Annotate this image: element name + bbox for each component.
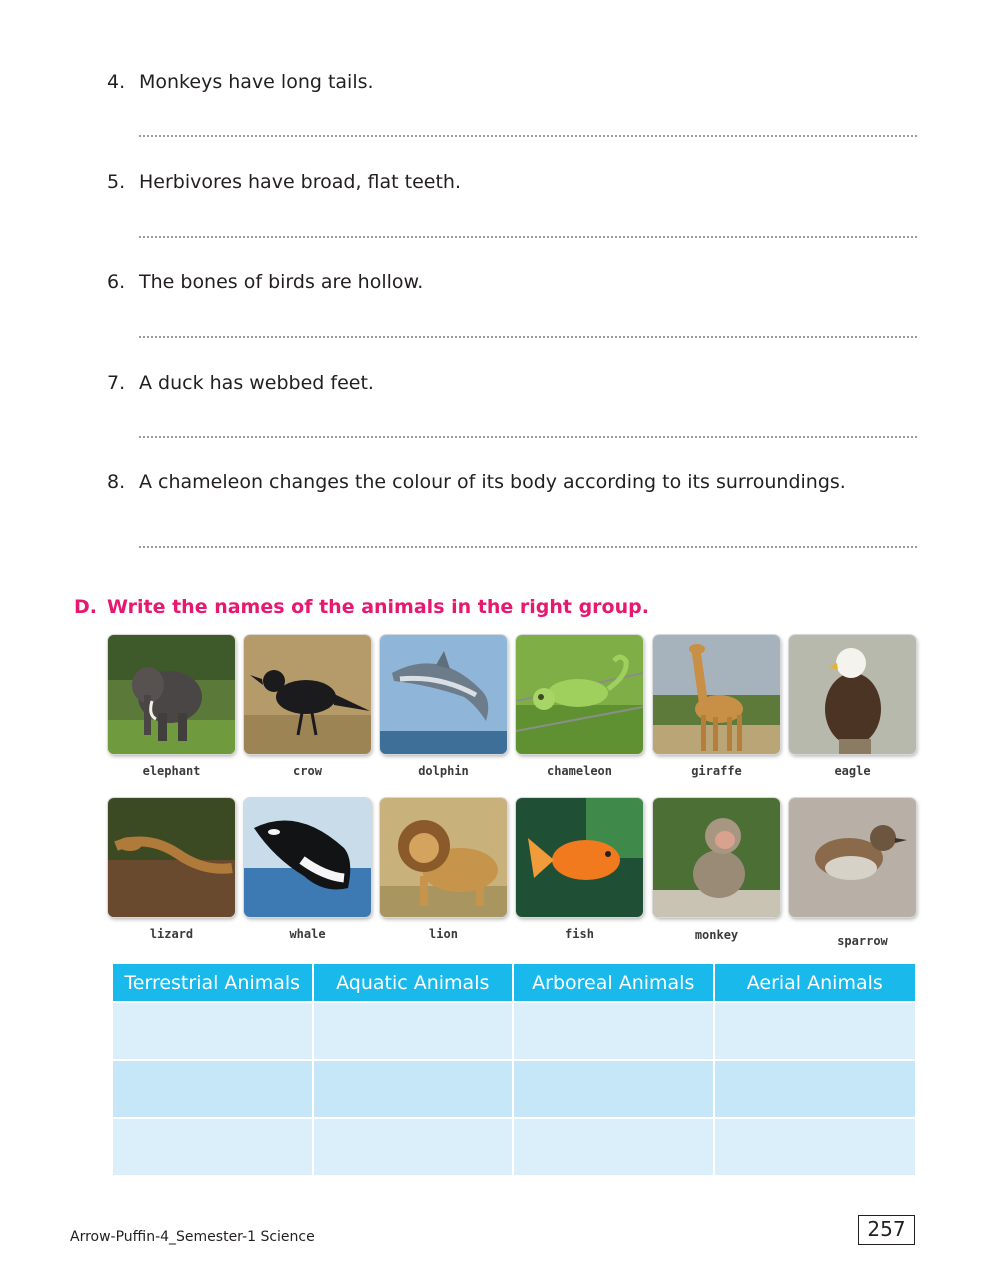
answer-cell[interactable] <box>715 1117 916 1175</box>
animal-label: eagle <box>834 764 871 778</box>
answer-line-8[interactable] <box>139 546 917 548</box>
header-aerial: Aerial Animals <box>715 964 916 1001</box>
animal-label: chameleon <box>546 764 613 778</box>
answer-cell[interactable] <box>113 1117 314 1175</box>
animal-grouping-table <box>113 964 915 1175</box>
header-arboreal: Arboreal Animals <box>514 964 715 1001</box>
question-text: Monkeys have long tails. <box>139 71 374 93</box>
answer-cell[interactable] <box>514 1117 715 1175</box>
question-number: 4. <box>107 71 126 93</box>
question-4 <box>107 70 374 94</box>
animal-label: fish <box>565 927 594 941</box>
question-text: A chameleon changes the colour of its body according to its surroundings. <box>139 471 846 493</box>
elephant-photo <box>108 635 235 754</box>
question-number: 6. <box>107 271 126 293</box>
table-row <box>113 1001 915 1059</box>
animal-label: elephant <box>142 764 201 778</box>
question-number: 5. <box>107 171 126 193</box>
whale-photo <box>244 798 371 917</box>
animal-label: giraffe <box>691 764 742 778</box>
animal-label: crow <box>293 764 322 778</box>
monkey-photo <box>653 798 780 917</box>
question-text: The bones of birds are hollow. <box>139 271 424 293</box>
table-row <box>113 1117 915 1175</box>
answer-cell[interactable] <box>314 1117 515 1175</box>
fish-photo <box>516 798 643 917</box>
page-number: 257 <box>858 1215 915 1245</box>
animal-label: sparrow <box>837 934 888 948</box>
footer-book-title: Arrow-Puffin-4_Semester-1 Science <box>70 1229 315 1245</box>
question-7 <box>107 371 374 395</box>
answer-line-7[interactable] <box>139 436 917 438</box>
animal-label: monkey <box>694 928 739 942</box>
table-row <box>113 1059 915 1117</box>
eagle-photo <box>789 635 916 754</box>
question-number: 7. <box>107 372 126 394</box>
answer-cell[interactable] <box>715 1001 916 1059</box>
animal-label: lion <box>429 927 458 941</box>
answer-cell[interactable] <box>314 1059 515 1117</box>
animal-label: dolphin <box>418 764 469 778</box>
answer-cell[interactable] <box>514 1001 715 1059</box>
question-text: A duck has webbed feet. <box>139 372 374 394</box>
header-aquatic: Aquatic Animals <box>314 964 515 1001</box>
animal-label: lizard <box>149 927 194 941</box>
lizard-photo <box>108 798 235 917</box>
question-number: 8. <box>107 471 126 493</box>
crow-photo <box>244 635 371 754</box>
question-6 <box>107 270 423 294</box>
answer-line-6[interactable] <box>139 336 917 338</box>
sparrow-photo <box>789 798 916 917</box>
animal-label: whale <box>289 927 326 941</box>
dolphin-photo <box>380 635 507 754</box>
giraffe-photo <box>653 635 780 754</box>
question-8 <box>107 470 846 494</box>
answer-line-5[interactable] <box>139 236 917 238</box>
lion-photo <box>380 798 507 917</box>
answer-line-4[interactable] <box>139 135 917 137</box>
question-text: Herbivores have broad, flat teeth. <box>139 171 461 193</box>
answer-cell[interactable] <box>715 1059 916 1117</box>
section-instruction: Write the names of the animals in the right group. <box>107 596 649 618</box>
header-terrestrial: Terrestrial Animals <box>113 964 314 1001</box>
section-d-heading <box>74 596 649 618</box>
table-header-row <box>113 964 915 1001</box>
answer-cell[interactable] <box>514 1059 715 1117</box>
question-5 <box>107 170 461 194</box>
answer-cell[interactable] <box>113 1001 314 1059</box>
chameleon-photo <box>516 635 643 754</box>
answer-cell[interactable] <box>113 1059 314 1117</box>
section-letter: D. <box>74 596 97 618</box>
answer-cell[interactable] <box>314 1001 515 1059</box>
